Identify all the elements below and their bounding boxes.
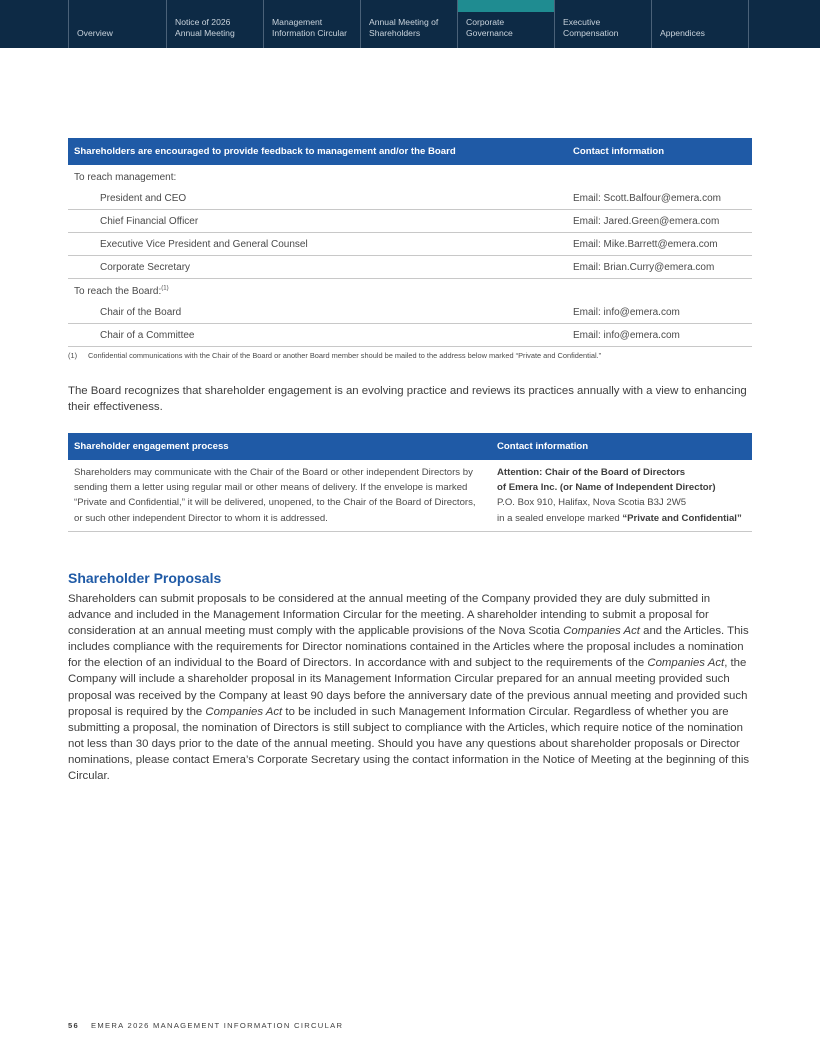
tab-label-line2: Overview	[77, 28, 113, 38]
tab-label-line1: Corporate	[466, 17, 505, 27]
contact-company: of Emera Inc. (or Name of Independent Director)	[497, 482, 716, 494]
envelope-prefix: in a sealed envelope marked	[497, 512, 623, 524]
section-heading: Shareholder Proposals	[68, 570, 222, 586]
process-cell: Shareholders may communicate with the Chair of the Board or other independent Directors by sending them a letter using regular mail or other means of delivery. If the envelope is marked “Private and Confidential,” it will be delivered, unopened, to the Chair of the Board of Directors, or such other independent Director to whom it is addressed.	[74, 467, 476, 524]
tab-label-line1: Executive	[563, 17, 601, 27]
proposals-text: to be included in such Management Information Circular. Regardless of whether you are submitting a proposal, the nomination of Directors is still subject to compliance with the Articles, which require notice of the nomination not less than 30 days prior to the date of the annual meeting. Should you have any questions about shareholder proposals or Director nominations, please contact Emera’s Corporate Secretary using the contact information in the Notice of Meeting at the beginning of this Circular.	[68, 705, 750, 783]
tab-overview[interactable]	[69, 0, 167, 48]
header-feedback: Shareholders are encouraged to provide feedback to management and/or the Board	[74, 146, 456, 157]
contact-attention: Attention: Chair of the Board of Directors	[497, 467, 686, 478]
contact-envelope	[497, 511, 752, 526]
tab-label-line1: Notice of 2026	[175, 17, 231, 27]
table-header	[68, 433, 752, 460]
engagement-paragraph: The Board recognizes that shareholder engagement is an evolving practice and reviews its practices annually with a view to enhancing their effectiveness.	[68, 385, 747, 414]
engagement-process-table	[68, 433, 752, 532]
contact-cell	[491, 465, 752, 526]
header-contact-information: Contact information	[573, 146, 665, 157]
proposals-text: , the Company will include a shareholder proposal in its Management Information Circular prepared for an annual meeting provided such proposal was received by the Company at least 90 days before the anniversary date of the previous annual meeting and provided such proposal is required by the	[68, 657, 748, 718]
proposals-paragraph	[68, 591, 752, 784]
tab-notice-of-annual-meeting[interactable]	[167, 0, 264, 48]
tab-label-line1: Management	[272, 17, 323, 27]
page-number: 56	[68, 1021, 80, 1030]
role-cell: Corporate Secretary	[100, 261, 191, 273]
header-contact-information: Contact information	[497, 441, 589, 452]
page-footer	[68, 1021, 343, 1030]
role-cell: President and CEO	[100, 192, 187, 204]
table-row	[68, 324, 752, 347]
role-cell: Chair of the Board	[100, 306, 182, 318]
tab-management-information-circular[interactable]	[264, 0, 361, 48]
feedback-contact-table	[68, 138, 752, 347]
tab-label-line2: Annual Meeting	[175, 28, 235, 38]
act-name: Companies Act	[205, 705, 283, 718]
table-row	[68, 256, 752, 279]
tab-label-line2: Shareholders	[369, 28, 421, 38]
table-footnote	[68, 351, 752, 360]
contact-cell[interactable]: Email: info@emera.com	[573, 306, 680, 318]
footnote-marker: (1)	[68, 351, 78, 360]
contact-cell[interactable]: Email: Scott.Balfour@emera.com	[573, 192, 721, 204]
group-label: To reach management:	[74, 171, 177, 183]
tab-annual-meeting-of-shareholders[interactable]	[361, 0, 458, 48]
table-header	[68, 138, 752, 165]
group-label-management	[68, 165, 752, 187]
tab-label-line2: Governance	[466, 28, 513, 38]
envelope-marking: “Private and Confidential”	[622, 512, 742, 524]
table-row	[68, 210, 752, 233]
tab-label-line2: Appendices	[660, 28, 705, 38]
header-process: Shareholder engagement process	[74, 441, 229, 452]
top-navigation	[0, 0, 820, 48]
footnote-text: Confidential communications with the Chair of the Board or another Board member should be mailed to the address below marked “Private and Confidential.”	[88, 351, 602, 360]
tab-label-line2: Information Circular	[272, 28, 347, 38]
tab-label-line2: Compensation	[563, 28, 619, 38]
tab-label-line1: Annual Meeting of	[369, 17, 439, 27]
table-row	[68, 233, 752, 256]
contact-cell[interactable]: Email: Mike.Barrett@emera.com	[573, 238, 718, 250]
group-label	[68, 286, 752, 297]
table-row	[68, 187, 752, 210]
tab-executive-compensation[interactable]	[555, 0, 652, 48]
footnote-ref: (1)	[161, 285, 169, 292]
nav-spacer	[0, 0, 69, 48]
contact-cell[interactable]: Email: info@emera.com	[573, 329, 680, 341]
proposals-text: Shareholders can submit proposals to be considered at the annual meeting of the Company provided they are duly submitted in advance and included in the Management Information Circular for the meeting. A shareholder intending to submit a proposal for consideration at an annual meeting must comply with the applicable provisions of the Nova Scotia	[68, 593, 711, 638]
group-label-text: To reach the Board:	[74, 285, 162, 297]
act-name: Companies Act	[647, 657, 725, 670]
act-name: Companies Act	[563, 625, 640, 638]
proposals-text: and the Articles. This includes compliance with the requirements for Director nominations contained in the Articles where the proposal includes a nomination for the election of an individual to the Board of Directors. In accordance with and subject to the requirements of the	[68, 625, 749, 670]
footer-title: EMERA 2026 MANAGEMENT INFORMATION CIRCULAR	[91, 1021, 344, 1030]
contact-address: P.O. Box 910, Halifax, Nova Scotia B3J 2W5	[497, 497, 687, 509]
group-label-board	[68, 279, 752, 301]
table-row	[68, 301, 752, 324]
contact-cell[interactable]: Email: Jared.Green@emera.com	[573, 215, 720, 227]
tab-corporate-governance[interactable]	[458, 0, 555, 48]
role-cell: Chair of a Committee	[100, 329, 195, 341]
role-cell: Executive Vice President and General Counsel	[100, 238, 308, 250]
contact-cell[interactable]: Email: Brian.Curry@emera.com	[573, 261, 715, 273]
tab-appendices[interactable]	[652, 0, 749, 48]
role-cell: Chief Financial Officer	[100, 215, 199, 227]
table-row	[68, 460, 752, 532]
